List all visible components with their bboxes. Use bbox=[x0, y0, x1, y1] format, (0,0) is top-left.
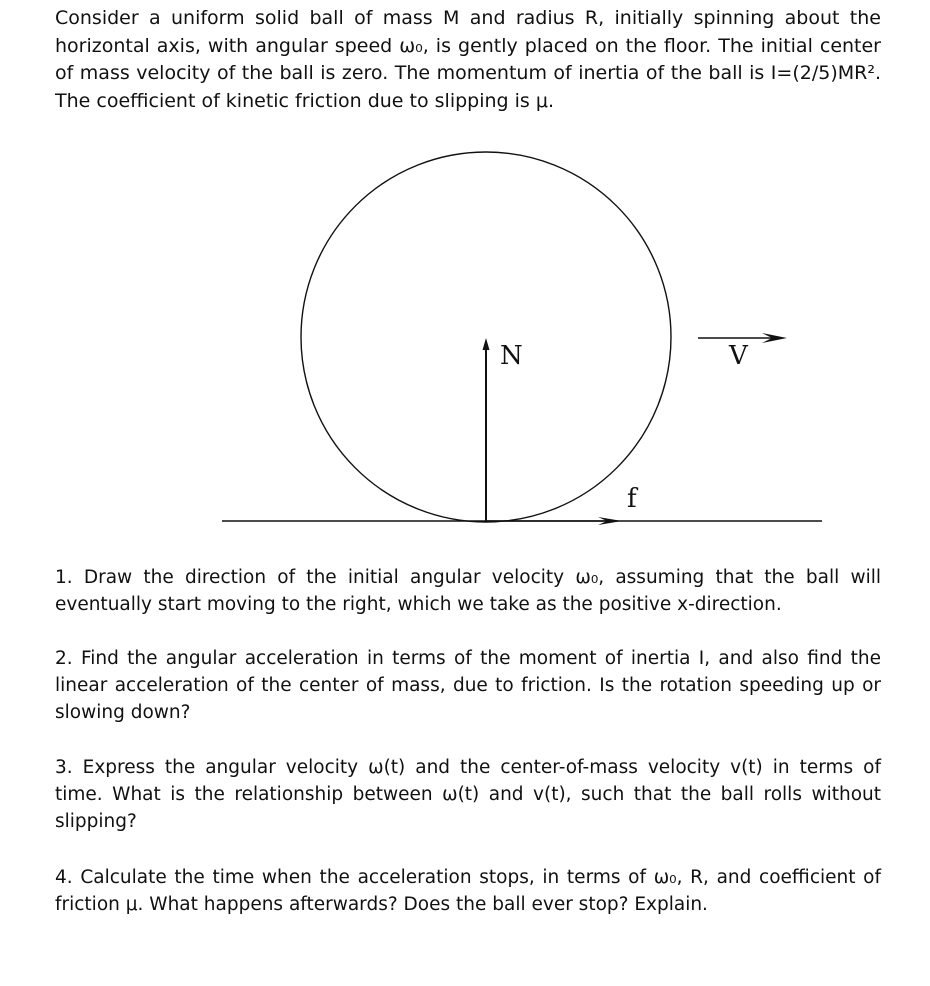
question-2: 2. Find the angular acceleration in terms of the moment of inertia I, and also find the linear acceleration of the center of mass, due to friction. Is the rotation speeding up or slowing down? bbox=[55, 648, 881, 723]
question-3: 3. Express the angular velocity ω(t) and the center-of-mass velocity v(t) in terms of time. What is the relationship between ω(t) and v(t), such that the ball rolls without slipping? bbox=[55, 757, 881, 832]
normal-force-arrow bbox=[483, 338, 490, 521]
question-1: 1. Draw the direction of the initial angular velocity ω₀, assuming that the ball will eventually start moving to the right, which we take as the positive x-direction. bbox=[55, 567, 881, 615]
problem-intro: Consider a uniform solid ball of mass M and radius R, initially spinning about the horizontal axis, with angular speed ω₀, is gently placed on the floor. The initial center of mass velocity of the ball is zero. The momentum of inertia of the ball is I=(2/5)MR². The coefficient of kinetic friction due to slipping is μ. bbox=[55, 7, 881, 112]
friction-arrow bbox=[486, 517, 622, 525]
velocity-label: V bbox=[729, 341, 748, 371]
normal-force-label: N bbox=[500, 341, 523, 371]
question-4: 4. Calculate the time when the acceleration stops, in terms of ω₀, R, and coefficient of friction μ. What happens afterwards? Does the ball ever stop? Explain. bbox=[55, 867, 881, 915]
ball-diagram bbox=[222, 140, 822, 526]
friction-label: f bbox=[627, 484, 637, 514]
